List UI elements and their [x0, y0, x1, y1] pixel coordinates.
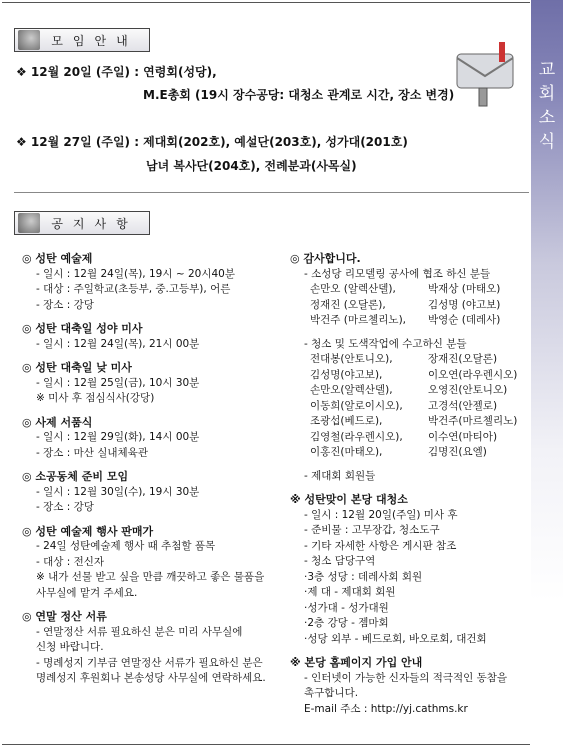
notices-header-label: 공지사항: [51, 216, 138, 231]
name-pair: 전대봉(안토니오), 장재진(오달론): [310, 353, 498, 365]
notice-item: ·제 대 - 제대회 회원: [304, 586, 396, 598]
notice-item: - 명례성지 기부금 연말정산 서류가 필요하신 분은: [36, 656, 263, 669]
notice-title: ◎ 성탄 예술제: [22, 252, 93, 265]
notice-item: 촉구합니다.: [304, 687, 359, 699]
notice-title: ◎ 성탄 대축일 성야 미사: [22, 322, 143, 335]
mailbox-icon: [443, 36, 527, 108]
meeting-line-2: M.E총회 (19시 장수공당: 대청소 관계로 시간, 장소 변경): [143, 88, 455, 102]
notice-item: - 장소 : 강당: [36, 501, 94, 513]
notice-item: - 일시 : 12월 29일(화), 14시 00분: [36, 431, 200, 443]
notice-item: - 준비물 : 고무장갑, 청소도구: [304, 524, 440, 536]
notice-item: 사무실에 맡겨 주세요.: [36, 586, 138, 599]
notice-item: - 일시 : 12월 25일(금), 10시 30분: [36, 376, 200, 389]
meeting-line-3: ❖ 12월 27일 (주일) : 제대회(202호), 예설단(203호), 성가대(201호): [16, 135, 408, 149]
notice-title: ◎ 소공동체 준비 모임: [22, 470, 129, 483]
notice-item: - 대상 : 전신자: [36, 555, 105, 568]
notice-item: - 청소 및 도색작업에 수고하신 분들: [304, 337, 467, 350]
name-pair: 조광섭(베드로), 박건주(마르첼리노): [310, 415, 518, 427]
section-divider: [14, 192, 529, 193]
notice-item: - 장소 : 마산 실내체육관: [36, 446, 148, 459]
notice-item: 신청 바랍니다.: [36, 641, 104, 653]
notices-header: [14, 211, 150, 235]
notice-item: - 일시 : 12월 24일(목), 19시 ~ 20시40분: [36, 267, 235, 280]
notice-item: - 일시 : 12월 20일(주일) 미사 후: [304, 508, 458, 521]
notice-title: ※ 본당 홈페이지 가입 안내: [290, 656, 423, 669]
meeting-line-4: 남녀 복사단(204호), 전례분과(사목실): [146, 159, 357, 173]
notice-title: ※ 성탄맞이 본당 대청소: [290, 493, 408, 506]
sidebar-label: 교 회 소 식: [538, 60, 556, 152]
notice-item: 명례성지 후원회나 본송성당 사무실에 연락하세요.: [36, 672, 266, 684]
meeting-header-label: 모임안내: [51, 33, 138, 48]
notice-item: - 인터넷이 가능한 신자들의 적극적인 동참을: [304, 671, 508, 684]
name-pair: 이홍진(마태오), 김명진(요엘): [310, 446, 487, 458]
notice-title: ◎ 연말 정산 서류: [22, 610, 107, 623]
name-pair: 김영철(라우렌시오), 이수연(마티아): [310, 430, 498, 443]
name-pair: 정재진 (오달론), 김성명 (야고보): [310, 298, 501, 311]
notice-item: - 기타 자세한 사항은 게시판 참조: [304, 539, 457, 552]
notices-left-column: [22, 251, 282, 687]
notice-item: ·3층 성당 : 데레사회 회원: [304, 570, 423, 583]
notice-item: ·2층 강당 - 젬마회: [304, 617, 389, 629]
notice-item: - 일시 : 12월 24일(목), 21시 00분: [36, 337, 200, 350]
notice-item: - 24일 성탄예술제 행사 때 추첨할 품목: [36, 540, 216, 552]
notice-title: ◎ 성탄 예술제 행사 판매가: [22, 524, 154, 538]
notice-title: ◎ 성탄 대축일 낮 미사: [22, 361, 132, 374]
notice-item: ·성당 외부 - 베드로회, 바오로회, 대건회: [304, 632, 487, 645]
top-border: [2, 2, 530, 7]
notice-item: - 제대회 회원들: [304, 469, 376, 482]
notice-item: - 연말정산 서류 필요하신 분은 미리 사무실에: [36, 625, 243, 638]
name-pair: 김성명(야고보), 이오연(라우렌시오): [310, 368, 518, 381]
notice-item: E-mail 주소 : http://yj.cathms.kr: [304, 702, 468, 715]
notice-item: ※ 내가 선물 받고 싶을 만큼 깨끗하고 좋은 물품을: [36, 571, 265, 583]
meeting-line-1: ❖ 12월 20일 (주일) : 연령회(성당),: [16, 65, 217, 79]
notice-item: ※ 미사 후 점심식사(강당): [36, 392, 155, 404]
notice-item: - 장소 : 강당: [36, 298, 94, 311]
person-icon: [18, 30, 40, 50]
notice-item: - 청소 담당구역: [304, 555, 376, 567]
bottom-border: [2, 744, 530, 745]
notice-item: - 대상 : 주일학교(초등부, 중.고등부), 어른: [36, 283, 231, 295]
name-pair: 박건주 (마르첼리노), 박영순 (데레사): [310, 314, 501, 326]
notice-item: - 소성당 리모델링 공사에 협조 하신 분들: [304, 267, 491, 280]
name-pair: 손만오 (알렉산델), 박재상 (마태오): [310, 283, 501, 295]
notice-title: ◎ 사제 서품식: [22, 415, 93, 429]
person-icon: [18, 213, 40, 233]
notice-title: ◎ 감사합니다.: [290, 252, 361, 265]
name-pair: 이동희(알로이시오), 고경석(안젤로): [310, 399, 498, 412]
name-pair: 손만오(알렉산델), 오영진(안토니오): [310, 384, 508, 396]
notices-right-column: [290, 251, 530, 717]
notice-item: ·성가대 - 성가대원: [304, 601, 389, 614]
notice-item: - 일시 : 12월 30일(수), 19시 30분: [36, 485, 200, 498]
meeting-header: [14, 28, 150, 52]
